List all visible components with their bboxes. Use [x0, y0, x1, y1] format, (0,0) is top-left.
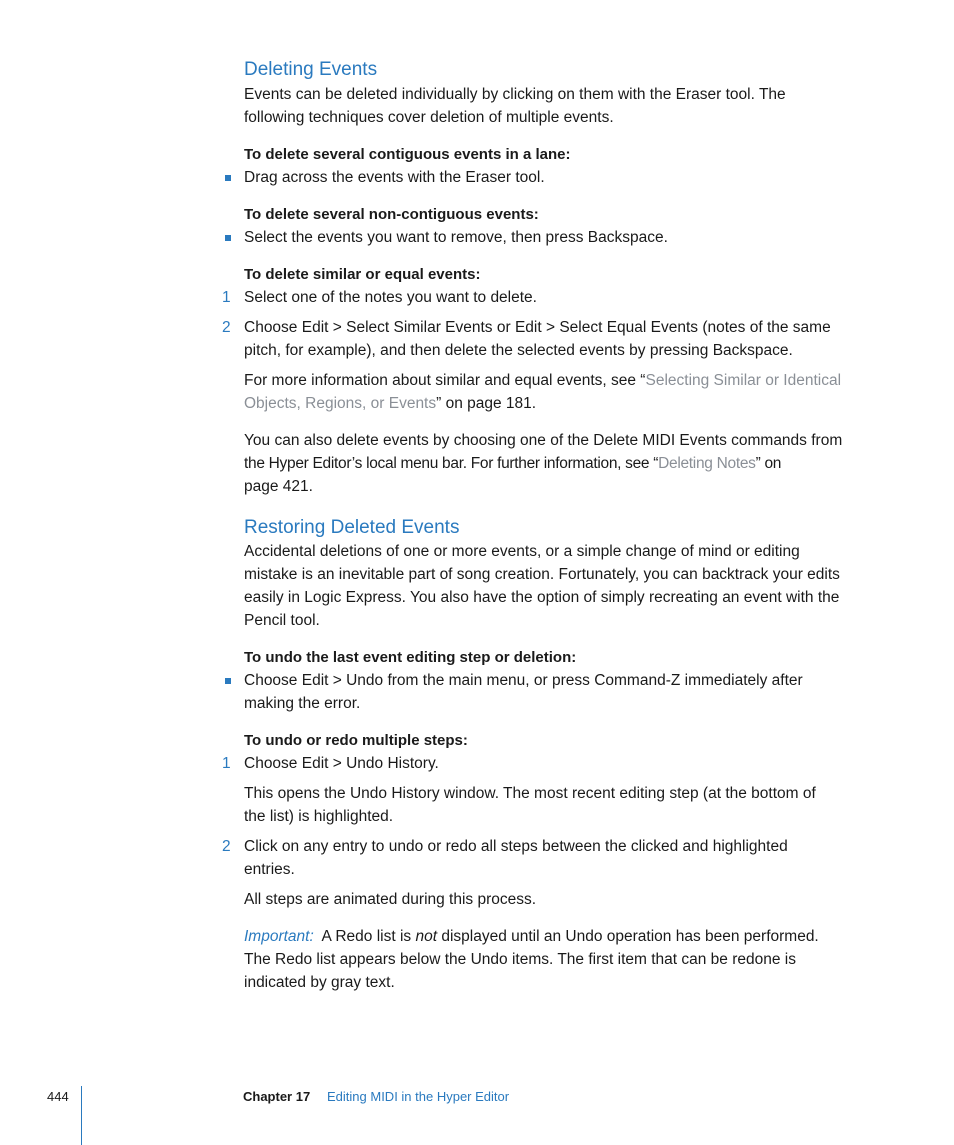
step-number: 1 [222, 289, 231, 306]
text: ” on [755, 455, 782, 472]
task-title: To delete several non-contiguous events: [244, 206, 539, 223]
footer-chapter: Chapter 17 [243, 1089, 311, 1104]
bullet-text: making the error. [244, 695, 361, 712]
step-text: Choose Edit > Select Similar Events or Edit > Select Equal Events (notes of the same [244, 319, 831, 336]
step-number: 2 [222, 838, 231, 855]
important-note-line: The Redo list appears below the Undo items. The first item that can be redone is [244, 951, 796, 968]
important-note [244, 925, 874, 948]
page-number: 444 [47, 1089, 69, 1104]
text: the Hyper Editor’s local menu bar. For further information, see “ [244, 455, 659, 472]
bullet-text: Select the events you want to remove, then press Backspace. [244, 229, 668, 246]
text: displayed until an Undo operation has been performed. [437, 928, 819, 945]
bullet-square-icon [225, 235, 231, 241]
cross-reference-link[interactable]: Objects, Regions, or Events [244, 395, 437, 412]
text: For more information about similar and equal events, see “ [244, 372, 646, 389]
emphasis: not [415, 928, 438, 945]
step-note: This opens the Undo History window. The most recent editing step (at the bottom of [244, 785, 816, 802]
paragraph-line: Accidental deletions of one or more events, or a simple change of mind or editing [244, 543, 800, 560]
paragraph-line: following techniques cover deletion of multiple events. [244, 109, 614, 126]
step-note: All steps are animated during this process. [244, 891, 537, 908]
task-title: To delete several contiguous events in a lane: [244, 146, 571, 163]
paragraph-line [244, 452, 874, 475]
footer-chapter-title: Editing MIDI in the Hyper Editor [327, 1089, 510, 1104]
text: A Redo list is [313, 928, 416, 945]
important-note-line: indicated by gray text. [244, 974, 395, 991]
more-info-line [244, 369, 874, 392]
bullet-square-icon [225, 678, 231, 684]
step-note: the list) is highlighted. [244, 808, 394, 825]
paragraph-line: page 421. [244, 478, 313, 495]
step-number: 1 [222, 755, 231, 772]
bullet-text: Choose Edit > Undo from the main menu, or press Command-Z immediately after [244, 672, 803, 689]
step-text: Choose Edit > Undo History. [244, 755, 439, 772]
paragraph-line: mistake is an inevitable part of song creation. Fortunately, you can backtrack your edits [244, 566, 840, 583]
cross-reference-link[interactable]: Selecting Similar or Identical [645, 372, 842, 389]
step-text: Click on any entry to undo or redo all steps between the clicked and highlighted [244, 838, 788, 855]
important-label: Important: [244, 928, 314, 945]
section-heading-deleting-events: Deleting Events [244, 59, 378, 80]
footer-divider [81, 1086, 82, 1145]
task-title: To undo the last event editing step or deletion: [244, 649, 577, 666]
paragraph-line: You can also delete events by choosing one of the Delete MIDI Events commands from [244, 432, 843, 449]
task-title: To delete similar or equal events: [244, 266, 481, 283]
bullet-square-icon [225, 175, 231, 181]
step-text: Select one of the notes you want to delete. [244, 289, 537, 306]
section-heading-restoring-deleted-events: Restoring Deleted Events [244, 517, 460, 538]
more-info-line [244, 392, 874, 415]
task-title: To undo or redo multiple steps: [244, 732, 468, 749]
bullet-text: Drag across the events with the Eraser tool. [244, 169, 545, 186]
step-text: pitch, for example), and then delete the selected events by pressing Backspace. [244, 342, 793, 359]
cross-reference-link[interactable]: Deleting Notes [658, 455, 756, 472]
step-number: 2 [222, 319, 231, 336]
paragraph-line: easily in Logic Express. You also have the option of simply recreating an event with the [244, 589, 840, 606]
step-text: entries. [244, 861, 295, 878]
paragraph-line: Pencil tool. [244, 612, 320, 629]
paragraph-line: Events can be deleted individually by clicking on them with the Eraser tool. The [244, 86, 786, 103]
text: ” on page 181. [436, 395, 537, 412]
